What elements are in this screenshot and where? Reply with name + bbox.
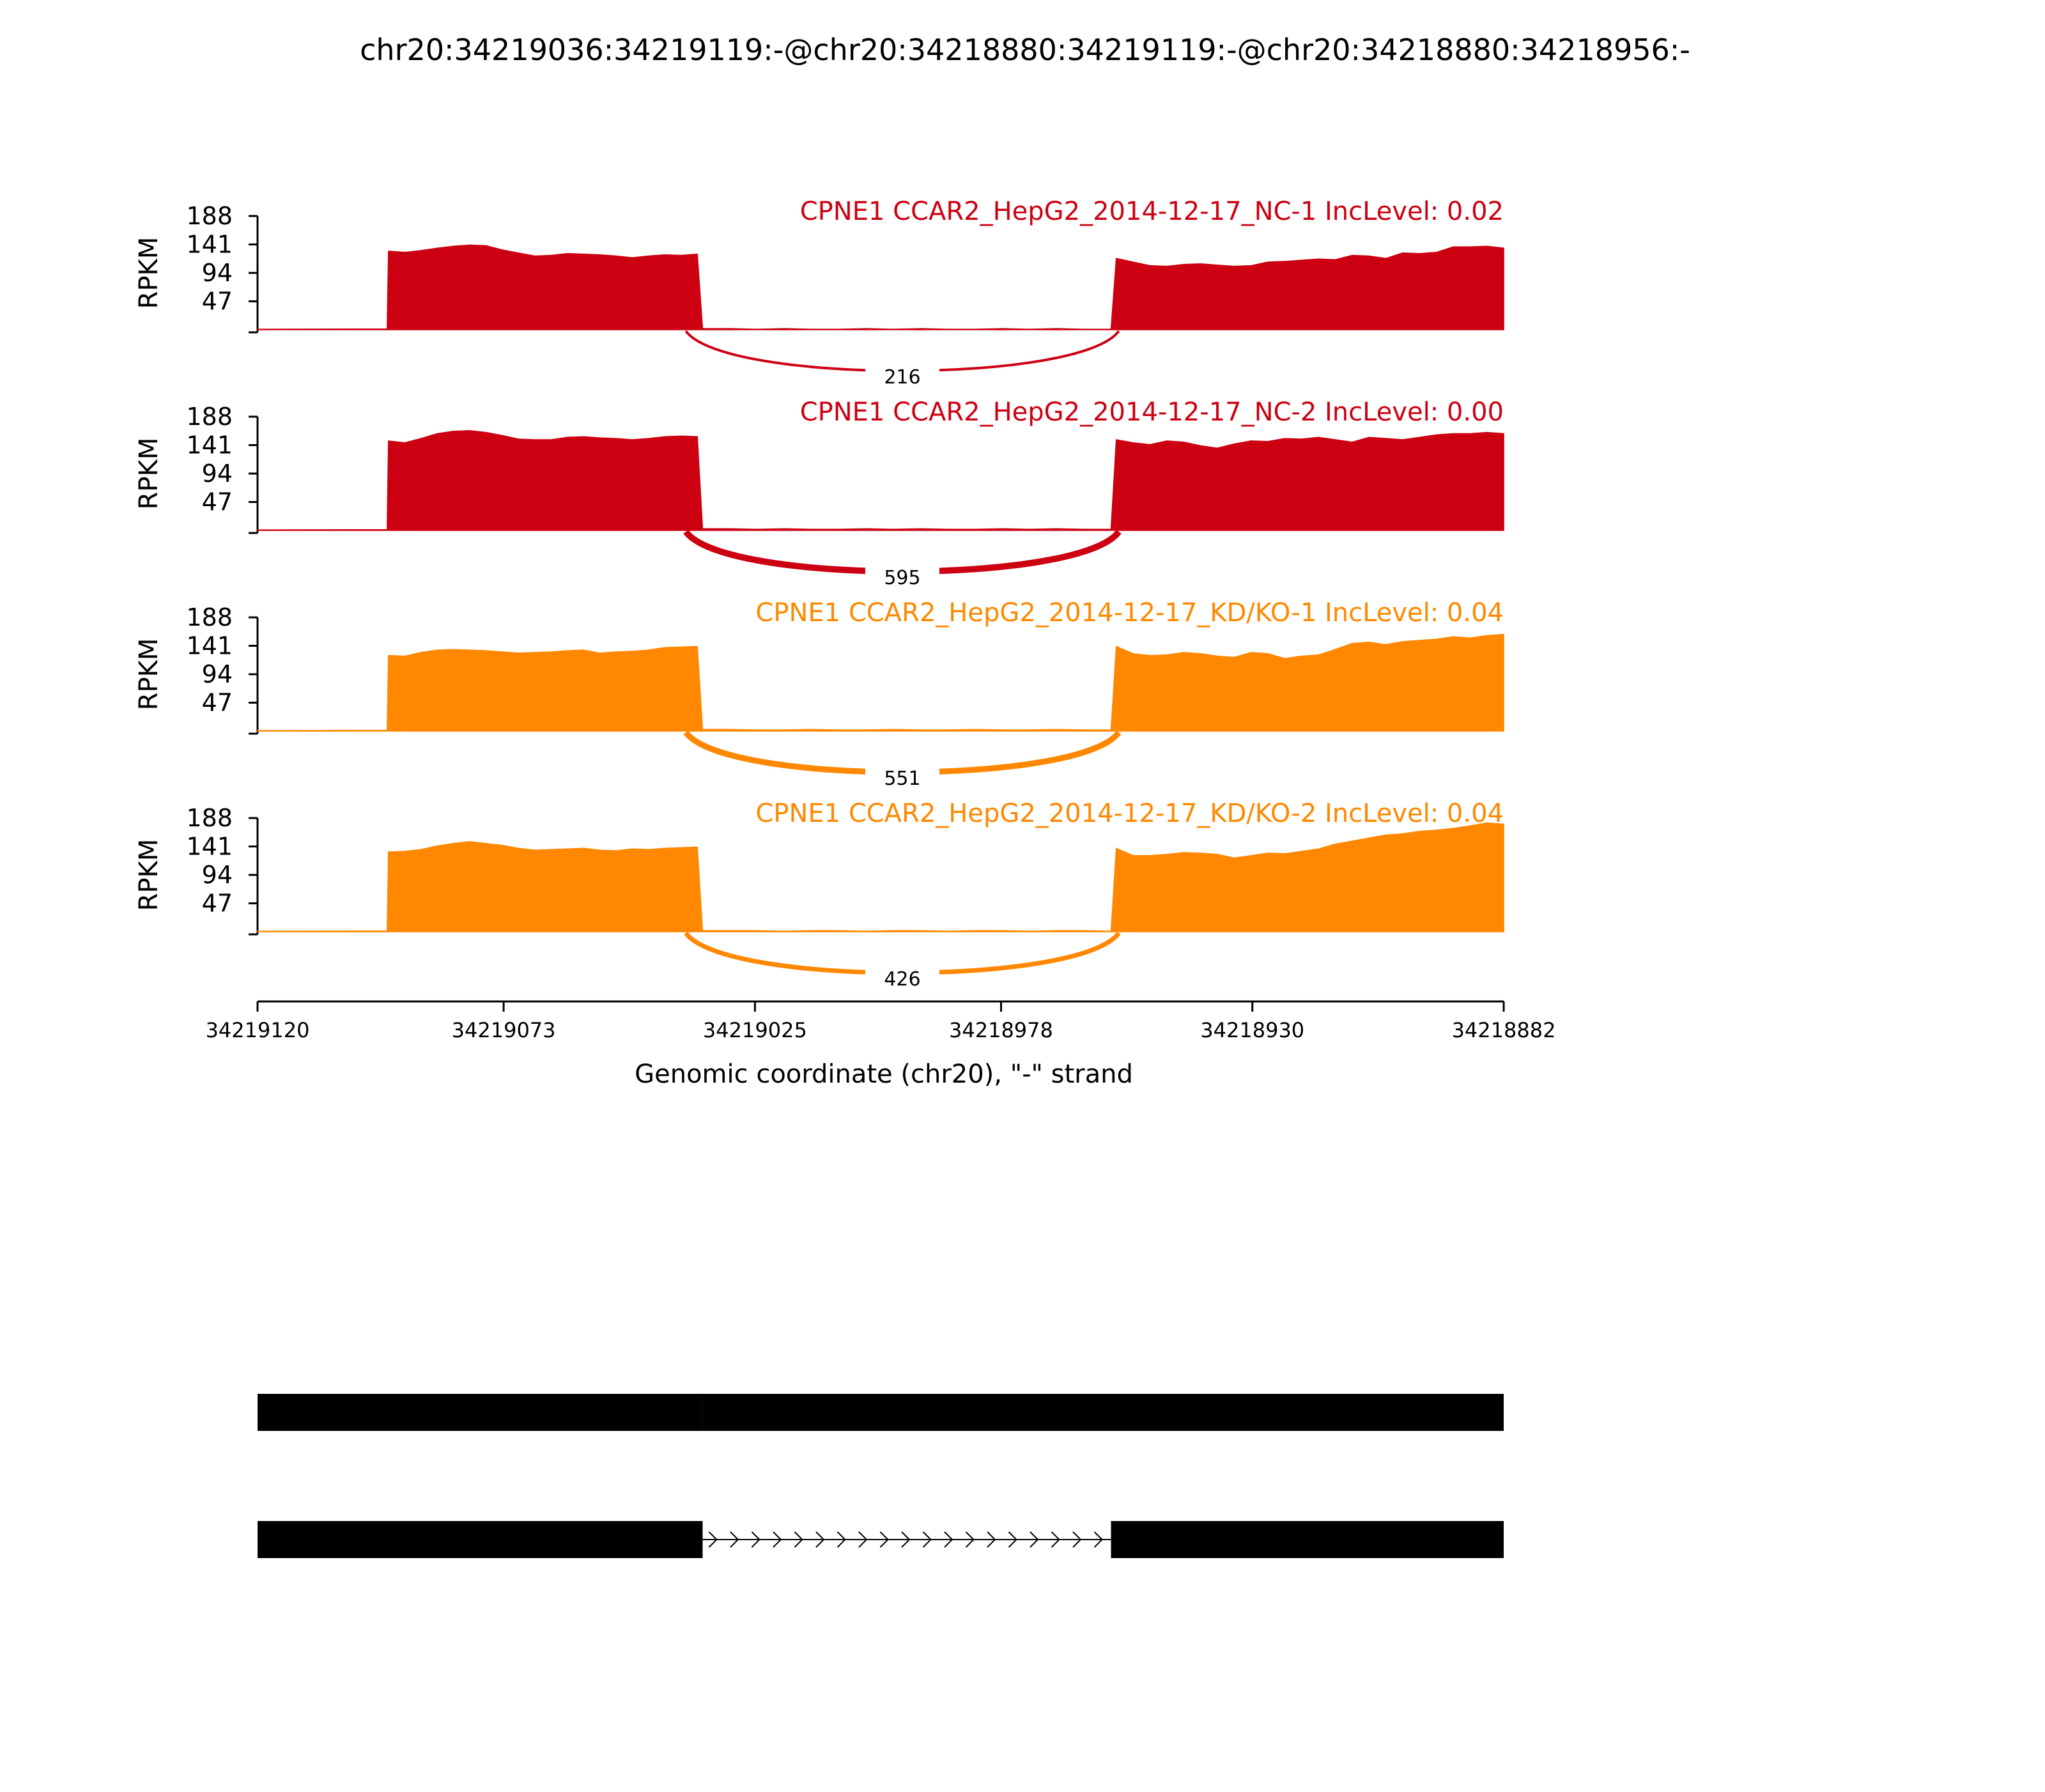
exon-block <box>702 1394 1111 1431</box>
y-tick-label: 47 <box>201 488 233 516</box>
y-tick-label: 141 <box>186 832 233 861</box>
track-4 <box>134 799 1504 992</box>
exon-block <box>1111 1394 1504 1431</box>
y-tick-label: 94 <box>201 460 233 488</box>
x-axis <box>206 1001 1556 1042</box>
y-tick-label: 141 <box>186 230 233 259</box>
y-axis-label: RPKM <box>134 838 164 911</box>
junction-count: 426 <box>884 968 921 991</box>
y-tick-label: 188 <box>186 202 233 230</box>
track-1 <box>134 197 1504 390</box>
exon-block <box>258 1394 702 1431</box>
x-tick-label: 34218930 <box>1200 1018 1305 1042</box>
y-tick-label: 141 <box>186 431 233 460</box>
y-axis-label: RPKM <box>134 236 164 309</box>
exon-block <box>258 1521 702 1558</box>
junction-count: 551 <box>884 768 921 790</box>
coverage-area <box>258 245 1504 330</box>
track-name: CPNE1 CCAR2_HepG2_2014-12-17_NC-1 IncLevel: 0.02 <box>799 197 1504 226</box>
junction-count: 216 <box>884 366 921 389</box>
x-axis-label: Genomic coordinate (chr20), "-" strand <box>635 1060 1133 1089</box>
coverage-area <box>258 431 1504 530</box>
exon-block <box>1111 1521 1504 1558</box>
x-tick-label: 34219120 <box>205 1018 310 1042</box>
track-name: CPNE1 CCAR2_HepG2_2014-12-17_NC-2 IncLevel: 0.00 <box>799 398 1504 427</box>
tracks-layer <box>134 197 1504 992</box>
y-tick-label: 94 <box>201 259 233 287</box>
track-2 <box>134 398 1504 591</box>
y-tick-label: 47 <box>201 287 233 316</box>
y-tick-label: 188 <box>186 403 233 431</box>
y-tick-label: 188 <box>186 603 233 631</box>
x-tick-label: 34219025 <box>702 1018 807 1042</box>
coverage-area <box>258 635 1504 732</box>
coverage-area <box>258 823 1504 932</box>
gene-model-1 <box>258 1394 1504 1431</box>
track-name: CPNE1 CCAR2_HepG2_2014-12-17_KD/KO-2 IncLevel: 0.04 <box>755 799 1504 828</box>
gene-models <box>258 1394 1504 1558</box>
y-tick-label: 141 <box>186 631 233 660</box>
y-axis-label: RPKM <box>134 638 164 711</box>
junction-count: 595 <box>884 567 921 589</box>
track-name: CPNE1 CCAR2_HepG2_2014-12-17_KD/KO-1 IncLevel: 0.04 <box>755 598 1504 628</box>
y-tick-label: 94 <box>201 861 233 889</box>
track-3 <box>134 598 1504 791</box>
gene-model-2 <box>258 1521 1504 1558</box>
y-tick-label: 47 <box>201 688 233 717</box>
y-tick-label: 94 <box>201 660 233 688</box>
x-tick-label: 34219073 <box>451 1018 556 1042</box>
chart-title: chr20:34219036:34219119:-@chr20:34218880:34219119:-@chr20:34218880:34218956:- <box>360 33 1690 67</box>
x-tick-label: 34218882 <box>1451 1018 1556 1042</box>
x-tick-label: 34218978 <box>949 1018 1053 1042</box>
y-tick-label: 188 <box>186 804 233 832</box>
y-axis-label: RPKM <box>134 437 164 510</box>
y-tick-label: 47 <box>201 889 233 918</box>
